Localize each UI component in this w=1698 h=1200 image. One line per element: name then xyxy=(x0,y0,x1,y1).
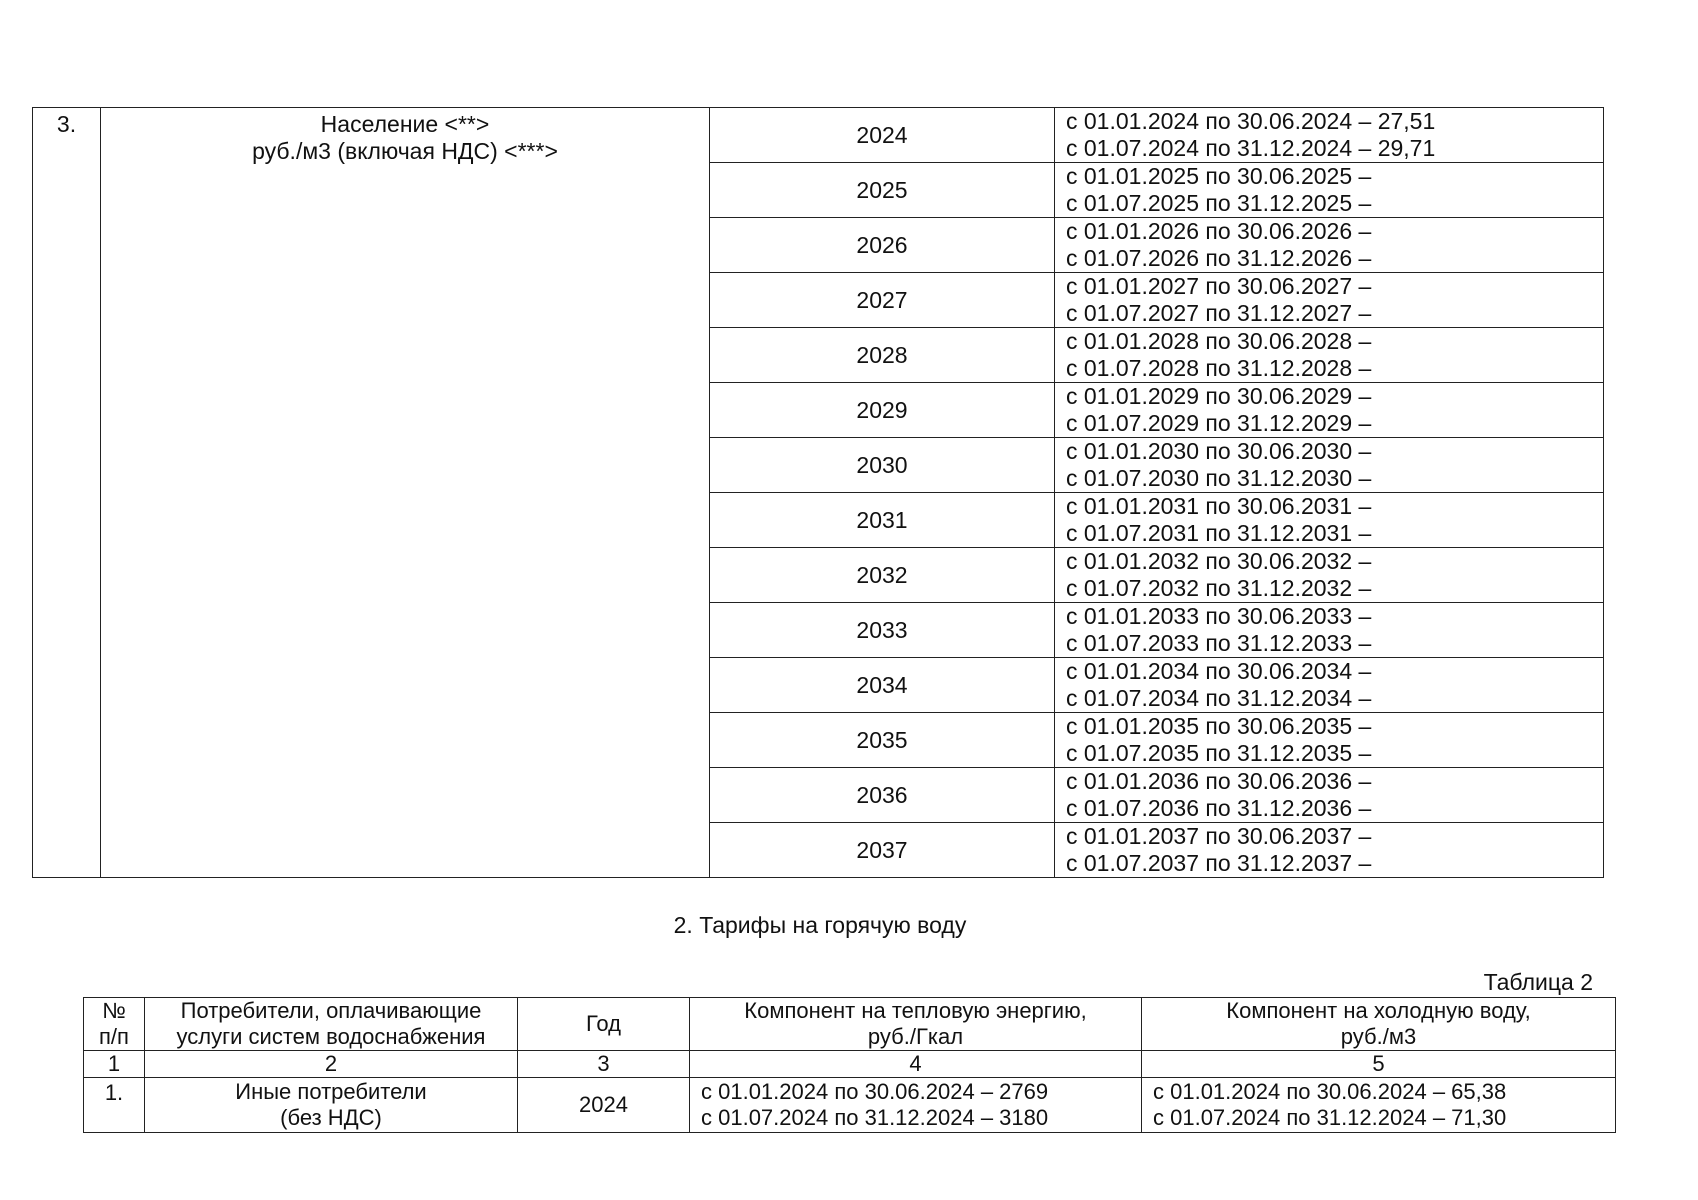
tariff-second-half: с 01.07.2027 по 31.12.2027 – xyxy=(1066,300,1372,326)
table-label: Таблица 2 xyxy=(1483,969,1593,995)
tariff-second-half: с 01.07.2033 по 31.12.2033 – xyxy=(1066,630,1372,656)
year-cell: 2024 xyxy=(518,1078,690,1133)
header-num-line1: № xyxy=(102,998,126,1023)
year-cell: 2031 xyxy=(710,493,1055,548)
tariff-table-body xyxy=(33,108,1604,878)
tariff-cell xyxy=(1055,438,1604,493)
tariff-table-hot-water xyxy=(83,997,1616,1133)
heat-tariff-second-half: с 01.07.2024 по 31.12.2024 – 3180 xyxy=(701,1105,1049,1130)
tariff-first-half: с 01.01.2025 по 30.06.2025 – xyxy=(1066,163,1372,189)
tariff-first-half: с 01.01.2034 по 30.06.2034 – xyxy=(1066,658,1372,684)
tariff-cell xyxy=(1055,713,1604,768)
header-consumers-line1: Потребители, оплачивающие xyxy=(180,998,482,1023)
cold-tariff-cell xyxy=(1142,1078,1616,1133)
consumer-name: Население <**> xyxy=(320,111,490,137)
column-index: 2 xyxy=(145,1051,518,1078)
table-row xyxy=(33,108,1604,163)
year-cell: 2029 xyxy=(710,383,1055,438)
cold-tariff-first-half: с 01.01.2024 по 30.06.2024 – 65,38 xyxy=(1153,1079,1507,1104)
tariff-second-half: с 01.07.2026 по 31.12.2026 – xyxy=(1066,245,1372,271)
tariff-cell xyxy=(1055,603,1604,658)
consumer-unit: руб./м3 (включая НДС) <***> xyxy=(252,138,558,164)
tariff-cell xyxy=(1055,273,1604,328)
header-cold-line2: руб./м3 xyxy=(1340,1024,1417,1049)
header-heat-component xyxy=(690,998,1142,1051)
tariff-first-half: с 01.01.2037 по 30.06.2037 – xyxy=(1066,823,1372,849)
tariff-first-half: с 01.01.2032 по 30.06.2032 – xyxy=(1066,548,1372,574)
tariff-second-half: с 01.07.2029 по 31.12.2029 – xyxy=(1066,410,1372,436)
tariff-cell xyxy=(1055,658,1604,713)
consumer-vat-note: (без НДС) xyxy=(280,1105,382,1130)
heat-tariff-first-half: с 01.01.2024 по 30.06.2024 – 2769 xyxy=(701,1079,1049,1104)
tariff-second-half: с 01.07.2028 по 31.12.2028 – xyxy=(1066,355,1372,381)
tariff-cell xyxy=(1055,493,1604,548)
tariff-second-half: с 01.07.2032 по 31.12.2032 – xyxy=(1066,575,1372,601)
tariff-second-half: с 01.07.2025 по 31.12.2025 – xyxy=(1066,190,1372,216)
row-number: 3. xyxy=(33,108,101,878)
cold-tariff-second-half: с 01.07.2024 по 31.12.2024 – 71,30 xyxy=(1153,1105,1507,1130)
year-cell: 2033 xyxy=(710,603,1055,658)
year-cell: 2024 xyxy=(710,108,1055,163)
column-index: 4 xyxy=(690,1051,1142,1078)
header-heat-line2: руб./Гкал xyxy=(867,1024,964,1049)
table-row xyxy=(84,1078,1616,1133)
year-cell: 2037 xyxy=(710,823,1055,878)
tariff-first-half: с 01.01.2030 по 30.06.2030 – xyxy=(1066,438,1372,464)
header-consumers-line2: услуги систем водоснабжения xyxy=(176,1024,486,1049)
year-cell: 2035 xyxy=(710,713,1055,768)
tariff-second-half: с 01.07.2035 по 31.12.2035 – xyxy=(1066,740,1372,766)
tariff-cell xyxy=(1055,383,1604,438)
consumer-cell xyxy=(145,1078,518,1133)
header-cold-line1: Компонент на холодную воду, xyxy=(1226,998,1531,1023)
year-cell: 2032 xyxy=(710,548,1055,603)
tariff-cell xyxy=(1055,163,1604,218)
tariff-second-half: с 01.07.2030 по 31.12.2030 – xyxy=(1066,465,1372,491)
tariff-first-half: с 01.01.2029 по 30.06.2029 – xyxy=(1066,383,1372,409)
tariff-second-half: с 01.07.2024 по 31.12.2024 – 29,71 xyxy=(1066,135,1436,161)
header-consumers xyxy=(145,998,518,1051)
table-header-row xyxy=(84,998,1616,1051)
tariff-table-population xyxy=(32,107,1604,878)
header-num-line2: п/п xyxy=(99,1024,129,1049)
tariff-first-half: с 01.01.2028 по 30.06.2028 – xyxy=(1066,328,1372,354)
column-index: 3 xyxy=(518,1051,690,1078)
tariff-cell xyxy=(1055,328,1604,383)
year-cell: 2026 xyxy=(710,218,1055,273)
header-heat-line1: Компонент на тепловую энергию, xyxy=(744,998,1087,1023)
year-cell: 2025 xyxy=(710,163,1055,218)
header-year: Год xyxy=(518,998,690,1051)
year-cell: 2034 xyxy=(710,658,1055,713)
row-number: 1. xyxy=(84,1078,145,1133)
heat-tariff-cell xyxy=(690,1078,1142,1133)
tariff-second-half: с 01.07.2031 по 31.12.2031 – xyxy=(1066,520,1372,546)
tariff-first-half: с 01.01.2036 по 30.06.2036 – xyxy=(1066,768,1372,794)
year-cell: 2030 xyxy=(710,438,1055,493)
header-cold-component xyxy=(1142,998,1616,1051)
tariff-first-half: с 01.01.2024 по 30.06.2024 – 27,51 xyxy=(1066,108,1436,134)
column-index-row xyxy=(84,1051,1616,1078)
tariff-first-half: с 01.01.2027 по 30.06.2027 – xyxy=(1066,273,1372,299)
tariff-cell xyxy=(1055,548,1604,603)
tariff-second-half: с 01.07.2034 по 31.12.2034 – xyxy=(1066,685,1372,711)
tariff-cell xyxy=(1055,218,1604,273)
tariff-first-half: с 01.01.2033 по 30.06.2033 – xyxy=(1066,603,1372,629)
consumer-cell xyxy=(101,108,710,878)
tariff-second-half: с 01.07.2036 по 31.12.2036 – xyxy=(1066,795,1372,821)
year-cell: 2027 xyxy=(710,273,1055,328)
tariff-cell xyxy=(1055,823,1604,878)
consumer-name: Иные потребители xyxy=(235,1079,427,1104)
header-num xyxy=(84,998,145,1051)
tariff-first-half: с 01.01.2031 по 30.06.2031 – xyxy=(1066,493,1372,519)
section-title: 2. Тарифы на горячую воду xyxy=(673,912,967,938)
tariff-first-half: с 01.01.2035 по 30.06.2035 – xyxy=(1066,713,1372,739)
column-index: 1 xyxy=(84,1051,145,1078)
year-cell: 2028 xyxy=(710,328,1055,383)
tariff-cell xyxy=(1055,768,1604,823)
tariff-cell xyxy=(1055,108,1604,163)
year-cell: 2036 xyxy=(710,768,1055,823)
tariff-second-half: с 01.07.2037 по 31.12.2037 – xyxy=(1066,850,1372,876)
tariff-first-half: с 01.01.2026 по 30.06.2026 – xyxy=(1066,218,1372,244)
column-index: 5 xyxy=(1142,1051,1616,1078)
